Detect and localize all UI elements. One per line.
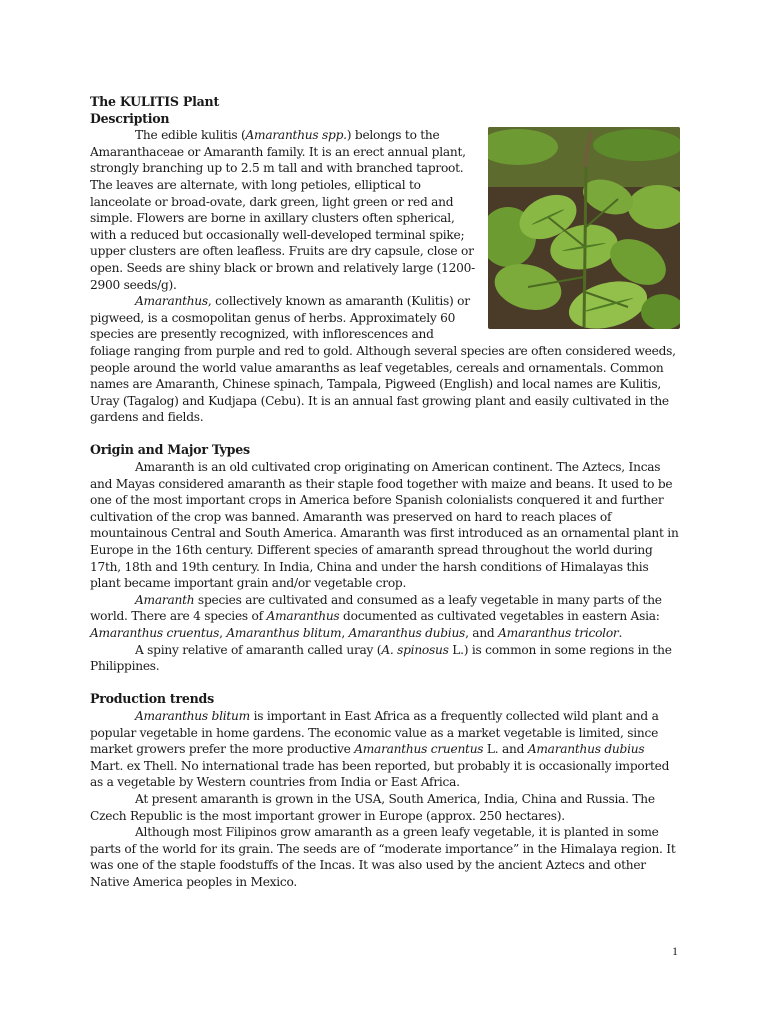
text-run: documented as cultivated vegetables in eastern Asia: (339, 609, 660, 624)
text-run: , collectively known as amaranth (Kulitis) or pigweed, is a cosmopolitan genus of herbs. Approximately 60 species are presently recognized, with inflorescences and foliage ranging from purple and red to gold. Although several species are often considered weeds, people around the world value amaranths as leaf vegetables, cereals and ornamentals. Common names are Amaranth, Chinese spinach, Tampala, Pigweed (English) and local names are Kulitis, Uray (Tagalog) and Kudjapa (Cebu). It is an annual fast growing plant and easily cultivated in the gardens and fields. (90, 294, 676, 425)
italic-text-run: Amaranthus blitum (135, 708, 250, 723)
italic-text-run: Amaranthus cruentus (90, 626, 220, 640)
text-run: , and (465, 626, 499, 640)
italic-text-run: Amaranthus spp. (245, 128, 347, 143)
text-run: At present amaranth is grown in the USA, South America, India, China and Russia. The Czech Republic is the most important grower in Europe (approx. 250 hectares). (90, 791, 655, 823)
text-run: . (618, 626, 623, 640)
production-heading: Production trends (90, 691, 214, 707)
text-run: ) belongs to the Amaranthaceae or Amaranth family. It is an erect annual plant, strongly branching up to 2.5 m tall and with branched taproot. The leaves are alternate, with long petioles, elliptical to lanceolate or broad-ovate, dark green, light green or red and simple. Flowers are borne in axillary clusters often spherical, with a reduced but occasionally well-developed terminal spike; upper clusters are often leafless. Fruits are dry capsule, close or open. Seeds are shiny black or brown and relatively large (1200-2900 seeds/g). (90, 128, 475, 292)
production-paragraph-2 (90, 791, 680, 824)
italic-text-run: Amaranthus cruentus (354, 742, 484, 757)
text-run: , (219, 626, 227, 640)
origin-paragraph-1 (90, 459, 680, 592)
italic-text-run: Amaranthus tricolor (498, 626, 619, 640)
text-run: species are cultivated and consumed as a leafy vegetable in many parts of the world. There are 4 species of (90, 592, 662, 624)
kulitis-plant-photo (488, 127, 680, 329)
italic-text-run: Amaranthus blitum (226, 626, 342, 640)
text-run: L.) is common in some regions in the Philippines. (90, 642, 672, 674)
text-run: Mart. ex Thell. No international trade has been reported, but probably it is occasionally imported as a vegetable by Western countries from India or East Africa. (90, 758, 670, 790)
italic-text-run: Amaranthus dubius (527, 742, 645, 757)
document-title: The KULITIS Plant (90, 94, 220, 109)
italic-text-run: Amaranthus dubius (348, 626, 466, 640)
text-run: is important in East Africa as a frequently collected wild plant and a popular vegetable in home gardens. The economic value as a market vegetable is limited, since market growers prefer the more productive (90, 708, 659, 757)
page-number: 1 (672, 944, 678, 958)
text-run: L. and (483, 742, 528, 757)
italic-text-run: Amaranthus (135, 294, 208, 309)
production-paragraph-3 (90, 824, 680, 890)
document-body (90, 94, 680, 891)
italic-text-run: Amaranthus (266, 609, 340, 624)
origin-heading: Origin and Major Types (90, 442, 250, 458)
description-heading: Description (90, 110, 170, 126)
text-run: Although most Filipinos grow amaranth as a green leafy vegetable, it is planted in some parts of the world for its grain. The seeds are of “moderate importance” in the Himalaya region. It was one of the staple foodstuffs of the Incas. It was also used by the ancient Aztecs and other Native America peoples in Mexico. (90, 825, 676, 889)
origin-paragraph-2 (90, 592, 680, 642)
text-run: , (341, 626, 349, 640)
production-paragraph-1 (90, 708, 680, 791)
italic-text-run: A. spinosus (381, 642, 449, 657)
origin-paragraph-3 (90, 642, 680, 675)
text-run: A spiny relative of amaranth called uray ( (135, 642, 382, 657)
text-run: The edible kulitis ( (135, 128, 246, 143)
italic-text-run: Amaranth (135, 592, 195, 607)
text-run: Amaranth is an old cultivated crop originating on American continent. The Aztecs, Incas and Mayas considered amaranth as their staple food together with maize and beans. It used to be one of the most important crops in America before Spanish colonialists conquered it and further cultivation of the crop was banned. Amaranth was preserved on hard to reach places of mountainous Central and South America. Amaranth was first introduced as an ornamental plant in Europe in the 16th century. Different species of amaranth spread throughout the world during 17th, 18th and 19th century. In India, China and under the harsh conditions of Himalayas this plant became important grain and/or vegetable crop. (90, 460, 679, 591)
